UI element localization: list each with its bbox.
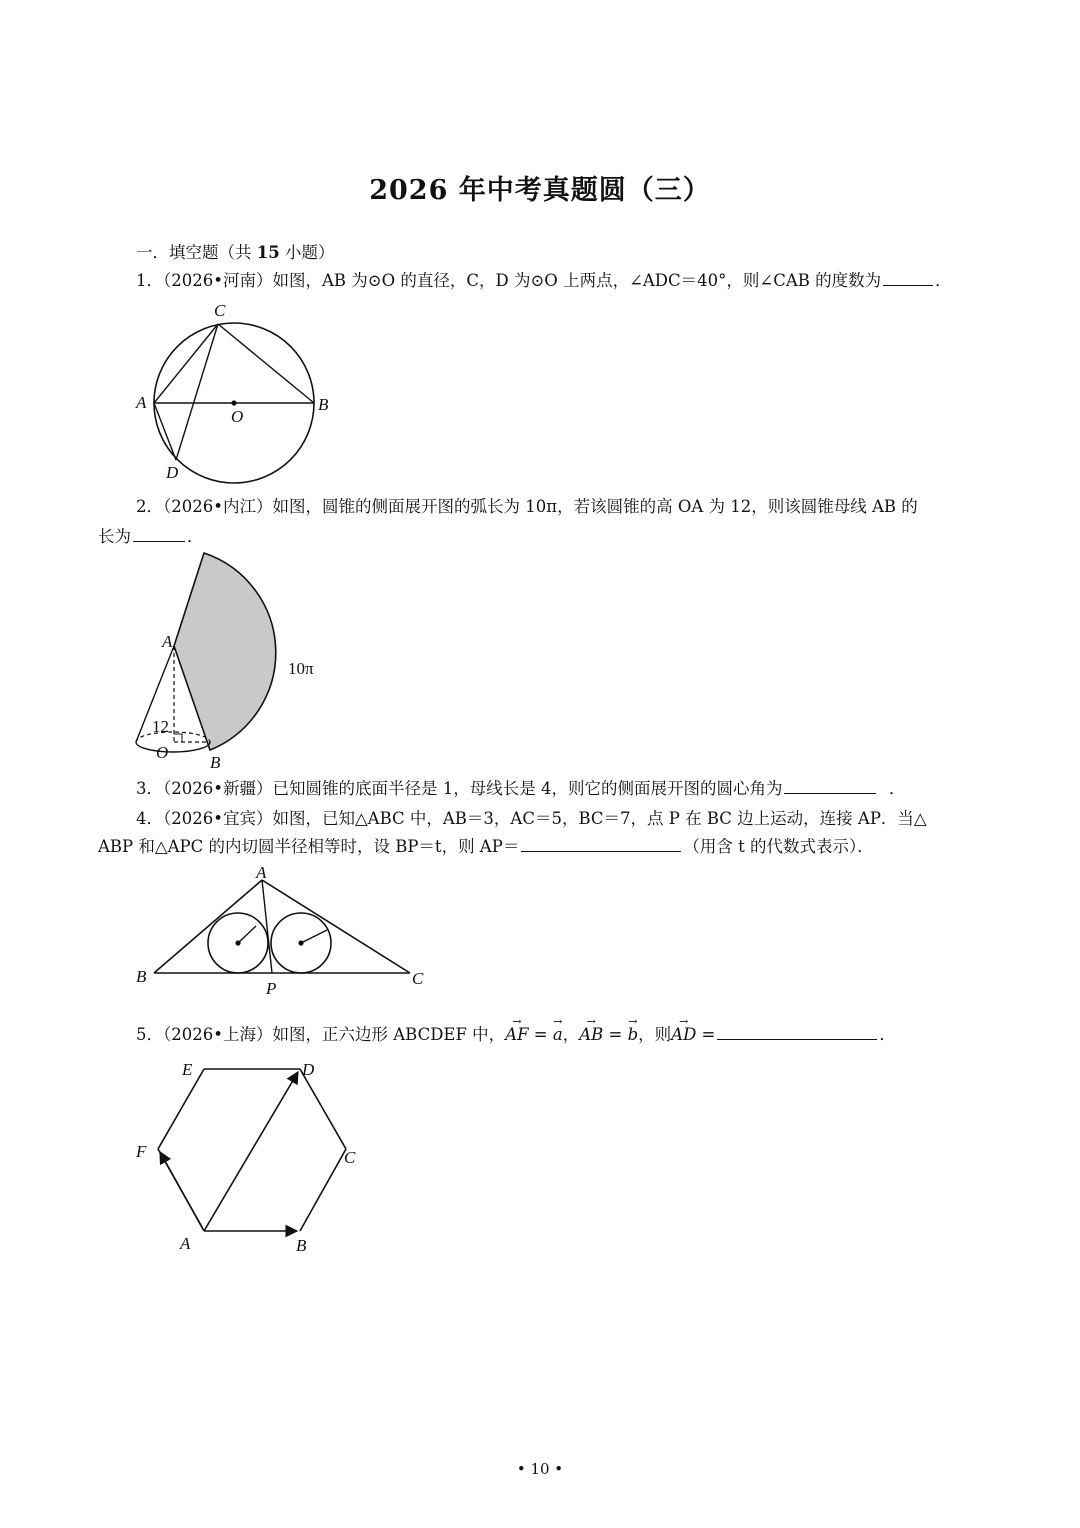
question-text: ，则 bbox=[638, 1025, 672, 1044]
question-number: 4． bbox=[136, 809, 163, 828]
question-source: （2026•河南） bbox=[163, 271, 273, 290]
question-number: 1． bbox=[136, 271, 163, 290]
label-o: O bbox=[231, 407, 244, 426]
section-heading bbox=[136, 242, 334, 264]
page-number: • 10 • bbox=[516, 1460, 564, 1478]
question-4-line2 bbox=[98, 836, 874, 858]
label-c: C bbox=[344, 1148, 356, 1167]
question-text: （用含 t 的代数式表示）． bbox=[683, 837, 874, 856]
figure-cone-unfolded bbox=[130, 550, 350, 775]
label-c: C bbox=[214, 301, 226, 320]
vector-ab: → AB bbox=[579, 1024, 603, 1046]
question-2 bbox=[136, 496, 918, 518]
question-4 bbox=[136, 808, 927, 830]
question-text: 如图，已知△ABC 中，AB＝3，AC＝5，BC＝7，点 P 在 BC 边上运动，连接 AP．当△ bbox=[272, 809, 927, 828]
answer-blank[interactable] bbox=[784, 779, 876, 794]
question-text: ABP 和△APC 的内切圆半径相等时，设 BP＝t，则 AP＝ bbox=[98, 837, 520, 856]
question-1 bbox=[136, 270, 952, 292]
section-suffix: 小题） bbox=[284, 243, 335, 262]
question-text: 已知圆锥的底面半径是 1，母线长是 4，则它的侧面展开图的圆心角为 bbox=[272, 779, 783, 798]
label-p: P bbox=[266, 979, 277, 998]
label-a: A bbox=[256, 863, 267, 882]
label-b: B bbox=[136, 967, 147, 986]
question-number: 2． bbox=[136, 497, 163, 516]
question-end: ． bbox=[935, 271, 952, 290]
vector-af: → AF bbox=[505, 1024, 528, 1046]
figure-triangle-incircles bbox=[130, 862, 440, 1002]
answer-blank[interactable] bbox=[717, 1025, 877, 1040]
label-a: A bbox=[162, 632, 173, 651]
question-text: 长为 bbox=[98, 527, 131, 546]
equals-sign: = bbox=[696, 1025, 716, 1044]
question-3 bbox=[136, 778, 905, 800]
question-end: ． bbox=[879, 1025, 896, 1044]
label-b: B bbox=[318, 395, 329, 414]
vector-a: → a bbox=[553, 1024, 563, 1046]
answer-blank[interactable] bbox=[133, 527, 185, 542]
section-label: 一．填空题（共 bbox=[136, 243, 252, 262]
question-text: 如图，正六边形 ABCDEF 中， bbox=[272, 1025, 506, 1044]
question-text: 如图，圆锥的侧面展开图的弧长为 10π，若该圆锥的高 OA 为 12，则该圆锥母线 AB 的 bbox=[272, 497, 918, 516]
equals-sign: = bbox=[603, 1025, 628, 1044]
label-d: D bbox=[302, 1060, 315, 1079]
figure-regular-hexagon bbox=[130, 1055, 370, 1260]
question-source: （2026•内江） bbox=[163, 497, 273, 516]
label-arc-length: 10π bbox=[288, 659, 314, 678]
label-e: E bbox=[182, 1060, 193, 1079]
label-c: C bbox=[412, 969, 424, 988]
figure-circle-diameter bbox=[130, 298, 350, 488]
question-number: 5． bbox=[136, 1025, 163, 1044]
question-source: （2026•宜宾） bbox=[163, 809, 273, 828]
label-b: B bbox=[210, 753, 221, 772]
question-2-line2 bbox=[98, 526, 204, 548]
vector-b: → b bbox=[628, 1024, 639, 1046]
section-count: 15 bbox=[256, 243, 280, 262]
question-source: （2026•新疆） bbox=[163, 779, 273, 798]
question-number: 3． bbox=[136, 779, 163, 798]
label-a: A bbox=[136, 393, 147, 412]
label-o: O bbox=[156, 743, 169, 762]
label-12: 12 bbox=[152, 717, 169, 736]
label-a: A bbox=[180, 1234, 191, 1253]
separator: ， bbox=[562, 1025, 580, 1044]
vector-ad: → AD bbox=[671, 1024, 696, 1046]
page-title: 2026 年中考真题圆（三） bbox=[369, 175, 711, 206]
question-end: ． bbox=[888, 779, 906, 798]
answer-blank[interactable] bbox=[883, 271, 933, 286]
answer-blank[interactable] bbox=[521, 837, 681, 852]
label-b: B bbox=[296, 1236, 307, 1255]
question-5 bbox=[136, 1024, 896, 1046]
question-text: 如图，AB 为⊙O 的直径，C，D 为⊙O 上两点，∠ADC＝40°，则∠CAB 的度数为 bbox=[272, 271, 882, 290]
equals-sign: = bbox=[528, 1025, 553, 1044]
question-end: ． bbox=[187, 527, 204, 546]
label-f: F bbox=[136, 1142, 147, 1161]
question-source: （2026•上海） bbox=[163, 1025, 273, 1044]
label-d: D bbox=[166, 463, 179, 482]
